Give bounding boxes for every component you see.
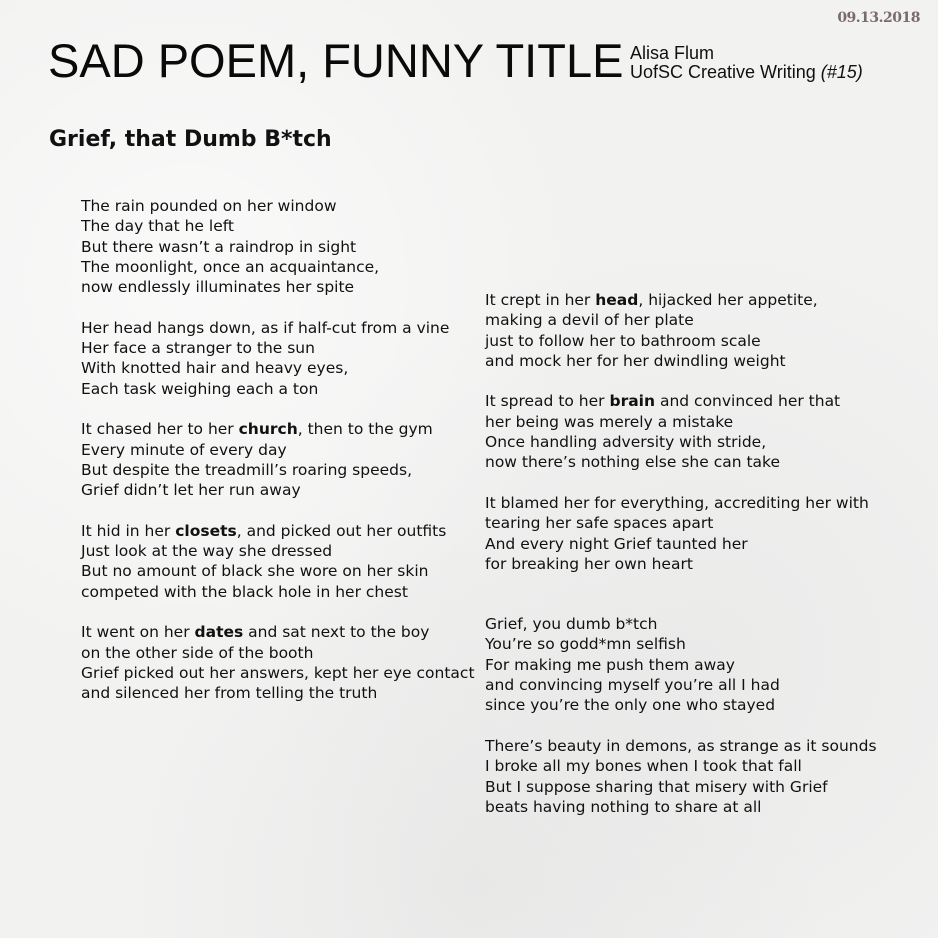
stanza	[81, 318, 481, 399]
line-text: It chased her to her	[81, 420, 239, 439]
poem-line: It blamed her for everything, accrediting her with	[485, 493, 869, 512]
poem-line: beats having nothing to share at all	[485, 797, 762, 816]
poem-line: But there wasn’t a raindrop in sight	[81, 237, 357, 256]
emphasis-word: church	[238, 420, 298, 439]
poem-line: since you’re the only one who stayed	[485, 696, 776, 715]
line-text: , then to the gym	[297, 420, 433, 439]
line-text: It crept in her	[485, 291, 596, 309]
emphasis-word: dates	[194, 623, 244, 642]
poem-line: for breaking her own heart	[485, 554, 693, 573]
line-text: , and picked out her outfits	[236, 521, 447, 540]
poem-line: But no amount of black she wore on her skin	[81, 562, 429, 581]
poem-line	[81, 521, 481, 541]
poem-line: her being was merely a mistake	[485, 412, 734, 431]
affiliation-line	[630, 63, 863, 82]
stanza	[81, 521, 481, 602]
affiliation: UofSC Creative Writing	[630, 62, 816, 82]
poem-line: Grief didn’t let her run away	[81, 481, 301, 500]
poem-line: The day that he left	[81, 217, 234, 236]
poem-number: (#15)	[820, 62, 863, 82]
line-text: , hijacked her appetite,	[638, 291, 818, 309]
poem-line: Grief picked out her answers, kept her eye contact	[81, 663, 475, 682]
poem-line: competed with the black hole in her chest	[81, 582, 408, 601]
stanza	[81, 622, 481, 703]
poem-line: Her face a stranger to the sun	[81, 339, 315, 358]
poem-line: and mock her for her dwindling weight	[485, 351, 786, 370]
poem-line: Every minute of every day	[81, 440, 287, 459]
poem-line: There’s beauty in demons, as strange as it sounds	[485, 736, 877, 755]
poem-line	[81, 419, 481, 439]
emphasis-word: head	[595, 291, 639, 309]
date: 09.13.2018	[837, 10, 920, 26]
line-text: It went on her	[81, 623, 195, 642]
poem-line: For making me push them away	[485, 655, 735, 674]
stanza	[81, 196, 481, 297]
stanza	[485, 391, 885, 472]
poem-line: Grief, you dumb b*tch	[485, 615, 658, 634]
poem-line	[485, 290, 885, 310]
poem-line: on the other side of the booth	[81, 643, 314, 662]
poem-line: just to follow her to bathroom scale	[485, 331, 761, 350]
poem-line: I broke all my bones when I took that fall	[485, 757, 802, 776]
poem-line: now endlessly illuminates her spite	[81, 278, 355, 297]
poem-line: You’re so godd*mn selfish	[485, 635, 686, 654]
emphasis-word: closets	[175, 521, 237, 540]
page-title: SAD POEM, FUNNY TITLE	[48, 34, 624, 87]
poem-line: But despite the treadmill’s roaring speeds,	[81, 460, 413, 479]
poem-line: making a devil of her plate	[485, 311, 694, 330]
poem-line: And every night Grief taunted her	[485, 534, 748, 553]
poem-line: Her head hangs down, as if half-cut from a vine	[81, 318, 450, 337]
poem-line: Each task weighing each a ton	[81, 379, 319, 398]
poem-title: Grief, that Dumb B*tch	[49, 127, 332, 152]
author-name: Alisa Flum	[630, 43, 715, 63]
emphasis-word: brain	[609, 392, 656, 411]
stanza	[485, 736, 885, 817]
poem-line: Once handling adversity with stride,	[485, 433, 767, 452]
poem-line: The moonlight, once an acquaintance,	[81, 257, 380, 276]
poem-line: tearing her safe spaces apart	[485, 514, 714, 533]
poem-line	[485, 391, 885, 411]
author-block	[630, 44, 863, 82]
poem-line: Just look at the way she dressed	[81, 542, 333, 561]
stanza	[485, 614, 885, 715]
poem-line: and convincing myself you’re all I had	[485, 676, 780, 695]
line-text: It spread to her	[485, 392, 610, 411]
poem-line: now there’s nothing else she can take	[485, 453, 780, 472]
line-text: and sat next to the boy	[243, 623, 430, 642]
stanza	[485, 493, 885, 574]
poem-line: With knotted hair and heavy eyes,	[81, 359, 349, 378]
line-text: It hid in her	[81, 521, 176, 540]
line-text: and convinced her that	[655, 392, 841, 411]
poem-right-column	[485, 290, 885, 837]
stanza	[81, 419, 481, 500]
poem-line: and silenced her from telling the truth	[81, 684, 378, 703]
poem-line: But I suppose sharing that misery with Grief	[485, 777, 828, 796]
stanza	[485, 290, 885, 371]
poem-left-column	[81, 196, 481, 724]
poem-line	[81, 622, 481, 642]
poem-line: The rain pounded on her window	[81, 197, 337, 215]
